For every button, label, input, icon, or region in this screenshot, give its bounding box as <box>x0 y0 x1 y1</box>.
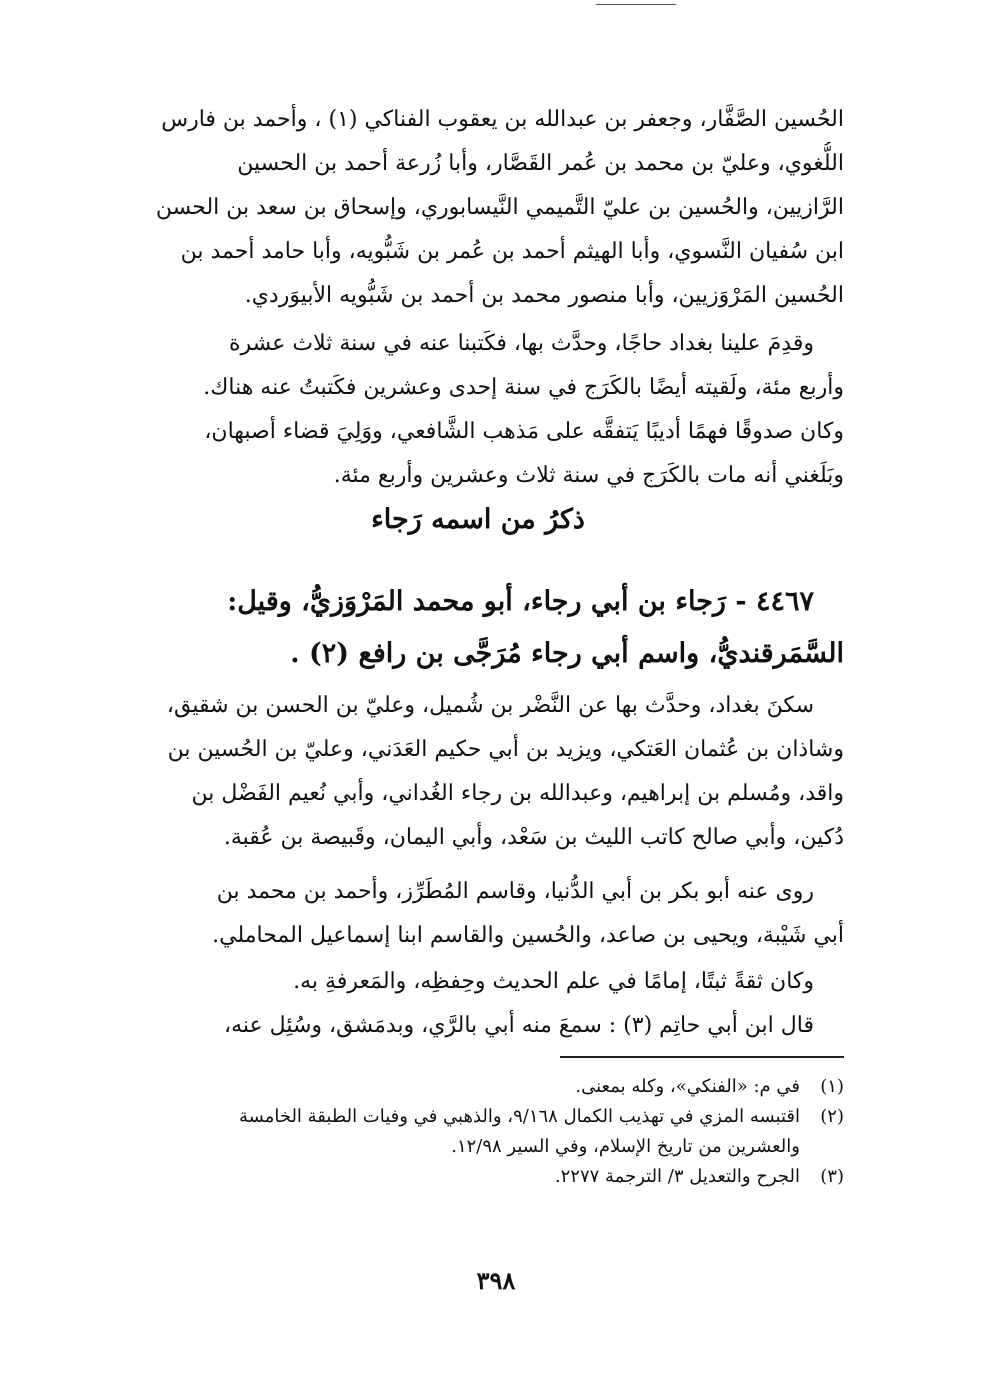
paragraph-6 <box>112 1004 844 1048</box>
text-line: وشاذان بن عُثمان العَتكي، ويزيد بن أبي حكيم العَدَني، وعليّ بن الحُسين بن <box>167 737 844 762</box>
footnote <box>112 1102 844 1162</box>
footnote <box>112 1072 844 1102</box>
text-line: واقد، ومُسلم بن إبراهيم، وعبدالله بن رجاء الغُداني، وأبي نُعيم الفَضْل بن <box>191 781 844 806</box>
footnote-separator <box>560 1056 844 1058</box>
text-line: وقدِمَ علينا بغداد حاجًا، وحدَّث بها، فكَتبنا عنه في سنة ثلاث عشرة <box>228 331 814 356</box>
text-line: وكان صدوقًا فهمًا أديبًا يَتفقَّه على مَذهب الشَّافعي، ووَلِيَ قضاء أصبهان، <box>204 419 844 444</box>
text-line: اللُّغوي، وعليّ بن محمد بن عُمر القَصَّار، وأبا زُرعة أحمد بن الحسين <box>237 151 844 176</box>
text-line: وبَلَغني أنه مات بالكَرَج في سنة ثلاث وعشرين وأربع مئة. <box>333 463 844 488</box>
text-line: دُكين، وأبي صالح كاتب الليث بن سَعْد، وأبي اليمان، وقَبيصة بن عُقبة. <box>223 825 844 850</box>
text-line: وأربع مئة، ولَقيته أيضًا بالكَرَج في سنة إحدى وعشرين فكَتبتُ عنه هناك. <box>203 375 844 400</box>
section-title: ذكرُ من اسمه رَجاء <box>371 504 585 535</box>
paragraph-3 <box>112 684 844 860</box>
text-line: قال ابن أبي حاتِم (٣) : سمعَ منه أبي بالرَّي، وبدمَشق، وسُئِل عنه، <box>224 1013 814 1038</box>
page-number: ٣٩٨ <box>476 1266 516 1295</box>
paragraph-1 <box>112 98 844 318</box>
footnote-text: في م: «الفنكي»، وكله بمعنى. <box>575 1076 800 1097</box>
footnotes <box>112 1072 844 1192</box>
footnote-number: (٣) <box>820 1166 844 1187</box>
footnote-text: والعشرين من تاريخ الإسلام، وفي السير ١٢/٩٨. <box>451 1136 800 1157</box>
paragraph-4 <box>112 870 844 958</box>
paragraph-5 <box>112 960 844 1004</box>
entry-heading-line: السَّمَرقنديُّ، واسم أبي رجاء مُرَجَّى بن رافع (٢) . <box>290 638 844 669</box>
text-line: روى عنه أبو بكر بن أبي الدُّنيا، وقاسم المُطَرِّز، وأحمد بن محمد بن <box>216 879 814 904</box>
text-line: وكان ثقةً ثبتًا، إمامًا في علم الحديث وحِفظِه، والمَعرفةِ به. <box>293 969 814 994</box>
text-line: الحُسين المَرْوَزيين، وأبا منصور محمد بن أحمد بن شَبُّويه الأبيوَردي. <box>244 283 844 308</box>
text-line: ابن سُفيان النَّسوي، وأبا الهيثم أحمد بن عُمر بن شَبُّويه، وأبا حامد أحمد بن <box>180 239 844 264</box>
footnote-text: اقتبسه المزي في تهذيب الكمال ٩/١٦٨، والذهبي في وفيات الطبقة الخامسة <box>238 1106 800 1127</box>
footnote <box>112 1162 844 1192</box>
entry-heading <box>112 576 844 680</box>
footnote-number: (١) <box>820 1076 844 1097</box>
text-line: الرَّازيين، والحُسين بن عليّ التَّميمي النَّيسابوري، وإسحاق بن سعد بن الحسن <box>155 195 844 220</box>
text-line: أبي شَيْبة، ويحيى بن صاعد، والحُسين والقاسم ابنا إسماعيل المحاملي. <box>212 923 844 948</box>
entry-heading-line: ٤٤٦٧ - رَجاء بن أبي رجاء، أبو محمد المَرْوَزيُّ، وقيل: <box>227 586 814 617</box>
footnote-text: الجرح والتعديل ٣/ الترجمة ٢٢٧٧. <box>554 1166 800 1187</box>
paragraph-2 <box>112 322 844 498</box>
top-rule <box>596 4 676 5</box>
footnote-number: (٢) <box>820 1106 844 1127</box>
text-line: سكنَ بغداد، وحدَّث بها عن النَّضْر بن شُميل، وعليّ بن الحسن بن شقيق، <box>166 693 814 718</box>
text-line: الحُسين الصَّفَّار، وجعفر بن عبدالله بن يعقوب الفناكي (١) ، وأحمد بن فارس <box>161 107 844 132</box>
